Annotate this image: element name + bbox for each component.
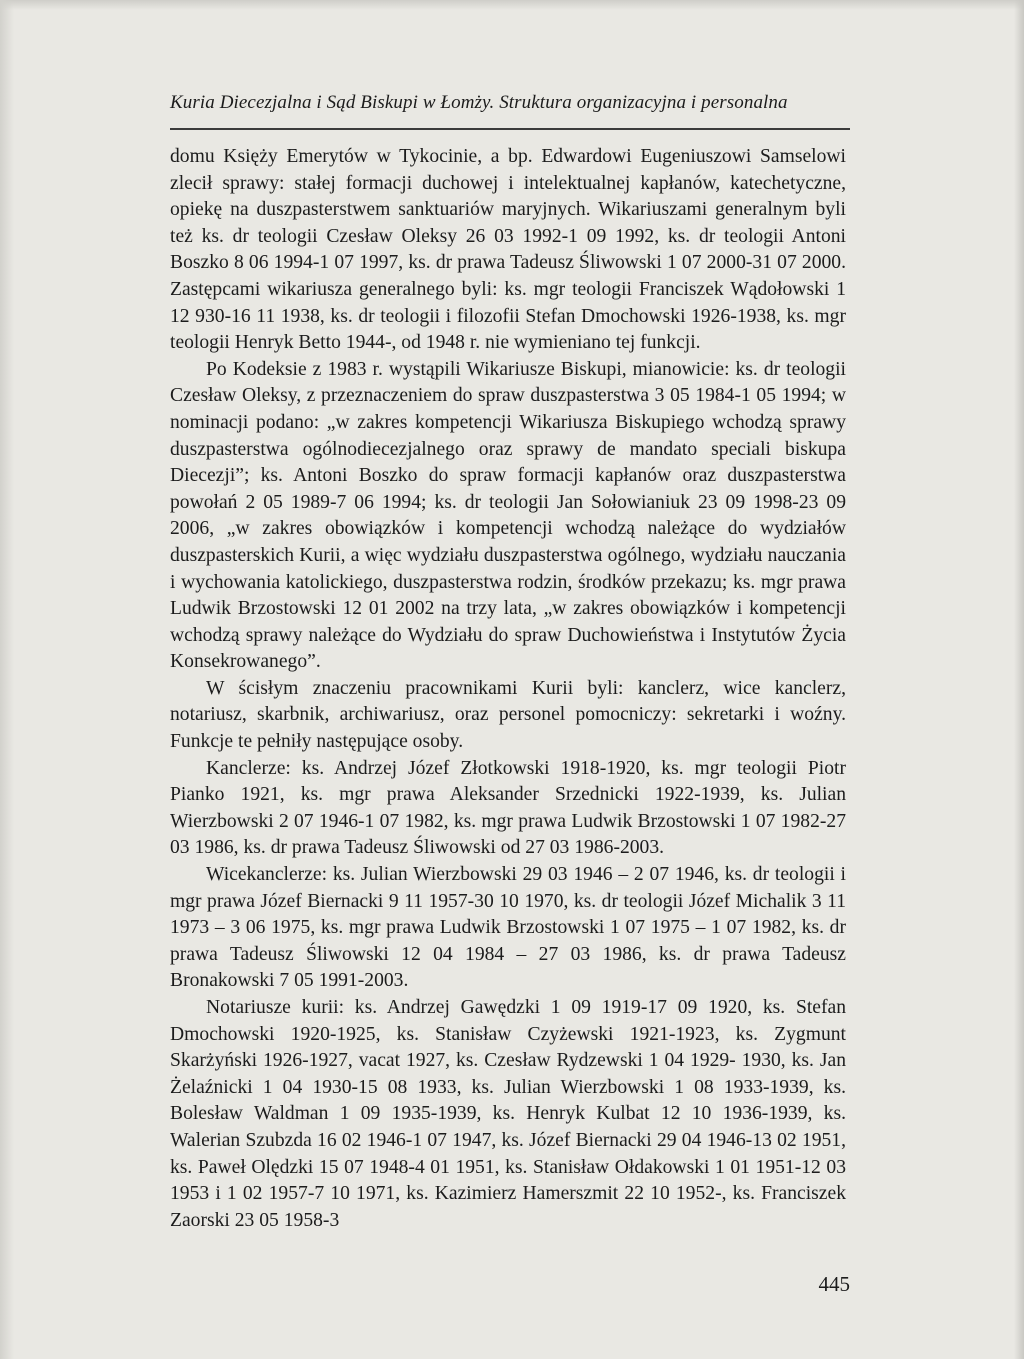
paragraph-5: Wicekanclerze: ks. Julian Wierzbowski 29 03 1946 – 2 07 1946, ks. dr teologii i mgr prawa Józef Biernacki 9 11 1957-30 10 1970, ks. dr teologii Józef Michalik 3 11 1973 – 3 06 1975, ks. mgr prawa Ludwik Brzostowski 1 07 1975 – 1 07 1982, ks. dr prawa Tadeusz Śliwowski 12 04 1984 – 27 03 1986, ks. dr prawa Tadeusz Bronakowski 7 05 1991-2003. bbox=[170, 864, 846, 992]
page-number: 445 bbox=[818, 1272, 850, 1296]
paragraph-1: domu Księży Emerytów w Tykocinie, a bp. Edwardowi Eugeniuszowi Samselowi zlecił sprawy: stałej formacji duchowej i intelektualnej kapłanów, katechetyczne, opiekę na duszpasterstwem sanktuariów maryjnych. Wikariuszami generalnym byli też ks. dr teologii Czesław Oleksy 26 03 1992-1 09 1992, ks. dr teologii Antoni Boszko 8 06 1994-1 07 1997, ks. dr prawa Tadeusz Śliwowski 1 07 2000-31 07 2000. Zastępcami wikariusza generalnego byli: ks. mgr teologii Franciszek Wądołowski 1 12 930-16 11 1938, ks. dr teologii i filozofii Stefan Dmochowski 1926-1938, ks. mgr teologii Henryk Betto 1944-, od 1948 r. nie wymieniano tej funkcji. bbox=[170, 146, 846, 354]
paragraph-3: W ścisłym znaczeniu pracownikami Kurii byli: kanclerz, wice kanclerz, notariusz, skarbnik, archiwariusz, oraz personel pomocniczy: sekretarki i woźny. Funkcje te pełniły następujące osoby. bbox=[170, 677, 846, 753]
scan-edge-left bbox=[0, 0, 14, 1359]
scan-edge-top bbox=[0, 0, 1024, 10]
header-rule bbox=[170, 128, 850, 130]
body-text bbox=[170, 144, 846, 1234]
running-header: Kuria Diecezjalna i Sąd Biskupi w Łomży. Struktura organizacyjna i personalna bbox=[170, 92, 788, 113]
paragraph-2: Po Kodeksie z 1983 r. wystąpili Wikariusze Biskupi, mianowicie: ks. dr teologii Czesław Oleksy, z przeznaczeniem do spraw duszpasterstwa 3 05 1984-1 05 1994; w nominacji podano: „w zakres kompetencji Wikariusza Biskupiego wchodzą sprawy duszpasterstwa ogólnodiecezjalnego oraz sprawy de mandato speciali biskupa Diecezji”; ks. Antoni Boszko do spraw formacji kapłanów oraz duszpasterstwa powołań 2 05 1989-7 06 1994; ks. dr teologii Jan Sołowianiuk 23 09 1998-23 09 2006, „w zakres obowiązków i kompetencji wchodzą należące do wydziałów duszpasterskich Kurii, a więc wydziału duszpasterstwa ogólnego, wydziału nauczania i wychowania katolickiego, duszpasterstwa rodzin, środków przekazu; ks. mgr prawa Ludwik Brzostowski 12 01 2002 na trzy lata, „w zakres obowiązków i kompetencji wchodzą sprawy należące do Wydziału do spraw Duchowieństwa i Instytutów Życia Konsekrowanego”. bbox=[170, 358, 846, 673]
scan-edge-right bbox=[1014, 0, 1024, 1359]
paragraph-4: Kanclerze: ks. Andrzej Józef Złotkowski 1918-1920, ks. mgr teologii Piotr Pianko 1921, ks. mgr prawa Aleksander Srzednicki 1922-1939, ks. Julian Wierzbowski 2 07 1946-1 07 1982, ks. mgr prawa Ludwik Brzostowski 1 07 1982-27 03 1986, ks. dr prawa Tadeusz Śliwowski od 27 03 1986-2003. bbox=[170, 757, 846, 859]
paragraph-6: Notariusze kurii: ks. Andrzej Gawędzki 1 09 1919-17 09 1920, ks. Stefan Dmochowski 1920-1925, ks. Stanisław Czyżewski 1921-1923, ks. Zygmunt Skarżyński 1926-1927, vacat 1927, ks. Czesław Rydzewski 1 04 1929- 1930, ks. Jan Żelaźnicki 1 04 1930-15 08 1933, ks. Julian Wierzbowski 1 08 1933-1939, ks. Bolesław Waldman 1 09 1935-1939, ks. Henryk Kulbat 12 10 1936-1939, ks. Walerian Szubzda 16 02 1946-1 07 1947, ks. Józef Biernacki 29 04 1946-13 02 1951, ks. Paweł Olędzki 15 07 1948-4 01 1951, ks. Stanisław Ołdakowski 1 01 1951-12 03 1953 i 1 02 1957-7 10 1971, ks. Kazimierz Hamerszmit 22 10 1952-, ks. Franciszek Zaorski 23 05 1958-3 bbox=[170, 997, 846, 1231]
